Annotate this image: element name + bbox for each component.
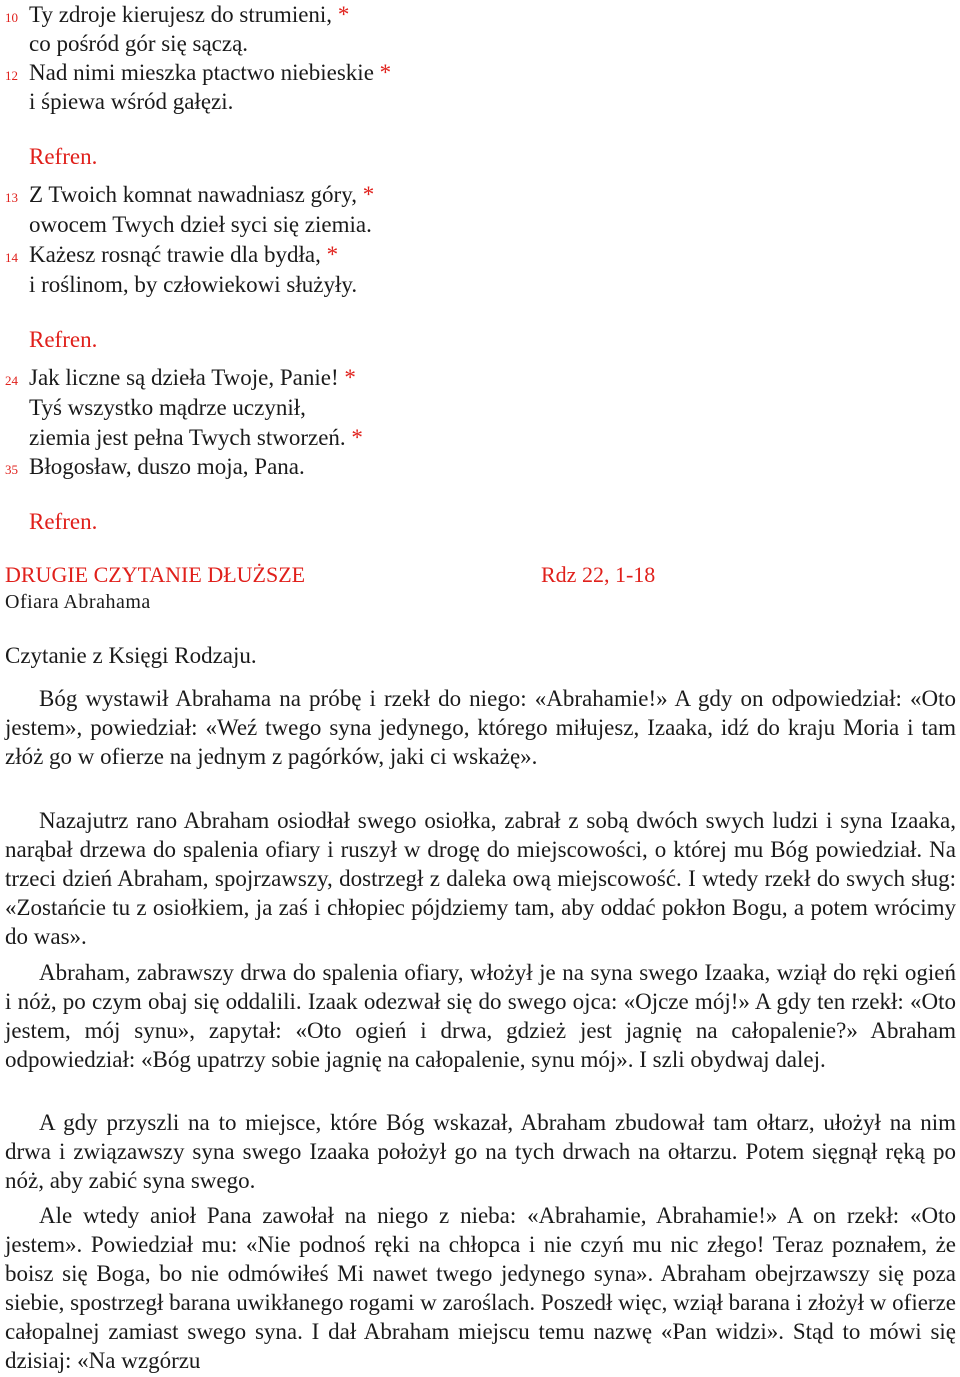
psalm-line xyxy=(0,29,248,59)
star-mark: * xyxy=(362,182,375,207)
psalm-line xyxy=(0,452,305,482)
reading-paragraph: Bóg wystawił Abrahama na próbę i rzekł do niego: «Abrahamie!» A gdy on odpowiedział: «Oto jestem», powiedział: «Weź twego syna jedynego, którego miłujesz, Izaaka, idź do kraju Moria i tam złóż go w ofierze na jednym z pagórków, jaki ci wskażę». xyxy=(5,686,956,769)
verse-text: i roślinom, by człowiekowi służyły. xyxy=(29,272,358,297)
reading-paragraph: A gdy przyszli na to miejsce, które Bóg wskazał, Abraham zbudował tam ołtarz, ułożył na nim drwa i związawszy syna swego Izaaka położył go na tych drwach na ołtarzu. Potem sięgnął ręką po nóż, aby zabić syna swego. xyxy=(5,1110,956,1193)
psalm-line xyxy=(0,87,233,117)
verse-text: owocem Twych dzieł syci się ziemia. xyxy=(29,212,372,237)
verse-text: Ty zdroje kierujesz do strumieni, xyxy=(29,2,333,27)
verse-text: Tyś wszystko mądrze uczynił, xyxy=(29,395,306,420)
reading-subtitle: Ofiara Abrahama xyxy=(5,591,151,613)
reading-sigla: Rdz 22, 1-18 xyxy=(541,562,656,587)
verse-text: co pośród gór się sączą. xyxy=(29,31,249,56)
psalm-line xyxy=(0,180,374,210)
verse-number: 13 xyxy=(5,190,18,205)
verse-number: 24 xyxy=(5,373,18,388)
refren-label: Refren. xyxy=(29,327,98,352)
psalm-line xyxy=(0,393,306,423)
psalm-line xyxy=(0,58,391,88)
verse-text: Błogosław, duszo moja, Pana. xyxy=(29,454,305,479)
verse-text: Jak liczne są dzieła Twoje, Panie! xyxy=(29,365,339,390)
star-mark: * xyxy=(351,425,363,450)
verse-text: Z Twoich komnat nawadniasz góry, xyxy=(29,182,357,207)
psalm-line xyxy=(0,210,372,240)
verse-text: Każesz rosnąć trawie dla bydła, xyxy=(29,242,321,267)
verse-text: ziemia jest pełna Twych stworzeń. xyxy=(29,425,346,450)
verse-text: Nad nimi mieszka ptactwo niebieskie xyxy=(29,60,374,85)
psalm-line xyxy=(0,270,357,300)
star-mark: * xyxy=(326,242,339,267)
star-mark: * xyxy=(379,60,392,85)
verse-number: 12 xyxy=(5,68,18,83)
star-mark: * xyxy=(337,2,350,27)
psalm-line xyxy=(0,0,349,30)
reading-paragraph: Nazajutrz rano Abraham osiodłał swego osiołka, zabrał z sobą dwóch swych ludzi i syna Izaaka, narąbał drzewa do spalenia ofiary i ruszył w drogę do miejscowości, o której mu Bóg powiedział. Na trzeci dzień Abraham, spojrzawszy, dostrzegł z daleka ową miejscowość. I wtedy rzekł do swych sług: «Zostańcie tu z osiołkiem, ja zaś i chłopiec pójdziemy tam, aby oddać pokłon Bogu, a potem wrócimy do was». xyxy=(5,808,956,949)
psalm-line xyxy=(0,240,338,270)
reading-heading: DRUGIE CZYTANIE DŁUŻSZE xyxy=(5,562,306,587)
reading-paragraph: Abraham, zabrawszy drwa do spalenia ofiary, włożył je na syna swego Izaaka, wziął do ręki ogień i nóż, po czym obaj się oddalili. Izaak odezwał się do swego ojca: «Ojcze mój!» A gdy ten rzekł: «Oto jestem, mój synu», zapytał: «Oto ogień i drwa, gdzież jest jagnię na całopalenie?» Abraham odpowiedział: «Bóg upatrzy sobie jagnię na całopalenie, synu mój». I szli obydwaj dalej. xyxy=(5,960,956,1072)
psalm-line xyxy=(0,423,363,453)
reading-paragraph: Ale wtedy anioł Pana zawołał na niego z nieba: «Abrahamie, Abrahamie!» A on rzekł: «Oto jestem». Powiedział mu: «Nie podnoś ręki na chłopca i nie czyń mu nic złego! Teraz poznałem, że boisz się Boga, bo nie odmówiłeś Mi nawet twego jedynego syna». Abraham obejrzawszy się poza siebie, spostrzegł barana uwikłanego rogami w zaroślach. Poszedł więc, wziął barana i złożył w ofierze całopalnej zamiast swego syna. I dał Abraham miejscu temu nazwę «Pan widzi». Stąd to mówi się dzisiaj: «Na wzgórzu xyxy=(5,1203,956,1373)
star-mark: * xyxy=(344,365,356,390)
verse-number: 35 xyxy=(5,462,18,477)
verse-text: i śpiewa wśród gałęzi. xyxy=(29,89,234,114)
verse-number: 14 xyxy=(5,250,18,265)
refren-label: Refren. xyxy=(29,509,98,534)
refren-label: Refren. xyxy=(29,144,98,169)
reading-intro: Czytanie z Księgi Rodzaju. xyxy=(5,643,257,668)
verse-number: 10 xyxy=(5,10,18,25)
psalm-line xyxy=(0,363,356,393)
